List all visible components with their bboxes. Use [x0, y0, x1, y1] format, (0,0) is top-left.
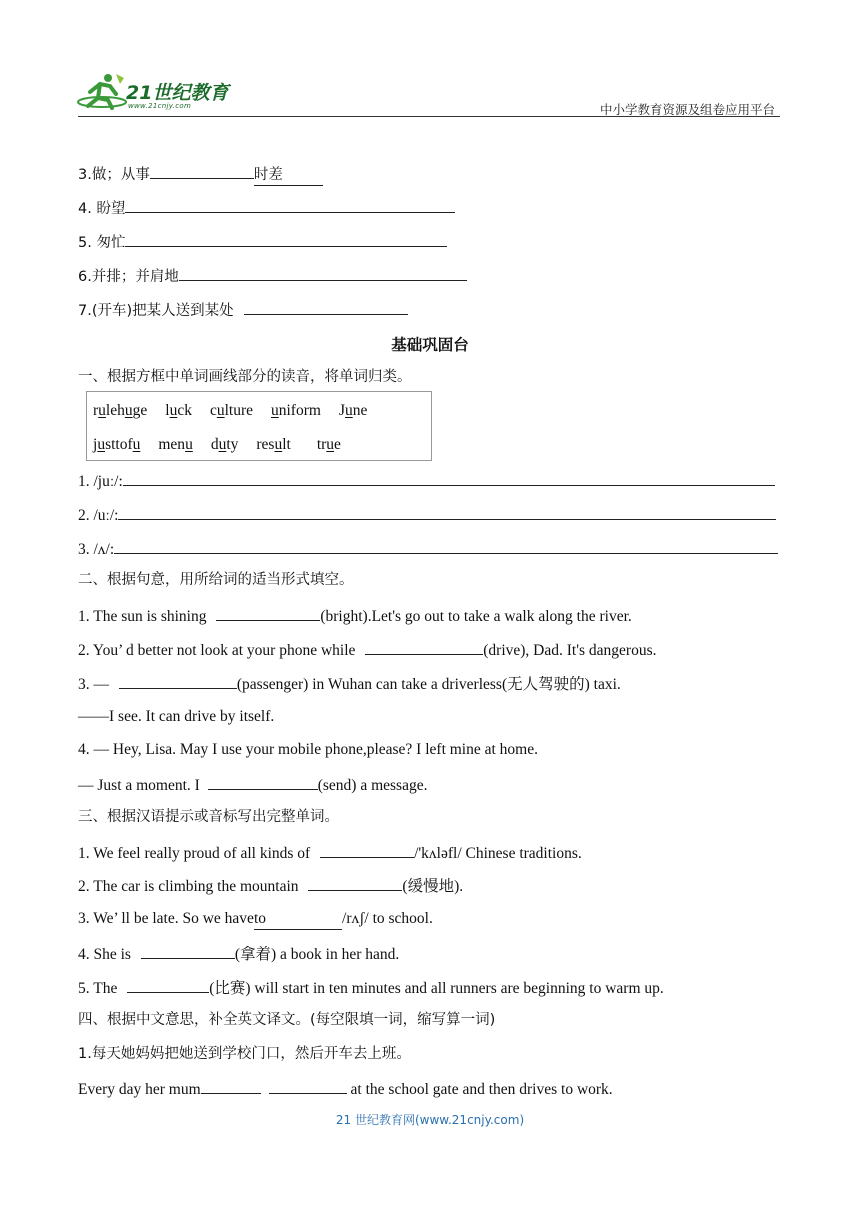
part3-q4: 4. She is (拿着) a book in her hand. [78, 943, 399, 965]
section-title: 基础巩固台 [391, 336, 469, 354]
word-box-row-2 [93, 436, 341, 454]
part1-q2: 2. /uː/: [78, 504, 776, 526]
answer-blank[interactable] [269, 1078, 347, 1094]
answer-blank[interactable] [141, 943, 235, 959]
answer-blank[interactable] [118, 504, 776, 520]
underlined-letter: u [344, 402, 353, 419]
word-box-word: culture [209, 402, 253, 419]
answer-blank[interactable] [125, 231, 447, 247]
underlined-letter: u [185, 436, 193, 453]
logo-text: 21世纪教育 [126, 82, 229, 104]
part2-q3-response: ——I see. It can drive by itself. [78, 708, 275, 725]
answer-blank[interactable] [244, 299, 408, 315]
part3-instruction: 三、根据汉语提示或音标写出完整单词。 [78, 809, 339, 825]
word-box-word: luck [165, 402, 192, 419]
part3-q2: 2. The car is climbing the mountain (缓慢地). [78, 875, 463, 897]
word-box-word: uniform [271, 402, 321, 419]
word-box-word: result [256, 436, 291, 453]
part2-q2: 2. You’ d better not look at your phone while (drive), Dad. It's dangerous. [78, 639, 657, 661]
part2-q4-response: — Just a moment. I (send) a message. [78, 774, 427, 796]
part3-q3: 3. We’ ll be late. So we haveto /rʌʃ/ to school. [78, 909, 433, 930]
word-box [86, 391, 432, 461]
word-box-word: duty [210, 436, 239, 453]
underlined-letter: u [124, 402, 133, 419]
word-box-word: just [93, 436, 116, 453]
underlined-letter: u [216, 402, 225, 419]
answer-blank[interactable] [150, 163, 254, 179]
vocab-item-4: 4. 盼望 [78, 197, 455, 219]
part1-instruction: 一、根据方框中单词画线部分的读音，将单词归类。 [78, 369, 412, 385]
answer-blank[interactable] [125, 197, 455, 213]
answer-blank[interactable] [201, 1078, 261, 1094]
underlined-letter: u [271, 402, 279, 419]
vocab-item-6: 6.并排；并肩地 [78, 265, 467, 287]
word-box-word: June [338, 402, 368, 419]
part1-q3: 3. /ʌ/: [78, 538, 778, 560]
part3-q5: 5. The (比赛) will start in ten minutes and all runners are beginning to warm up. [78, 977, 664, 999]
part1-q1: 1. /juː/: [78, 470, 775, 492]
word-box-word: true [316, 436, 341, 453]
underlined-letter: u [97, 436, 106, 453]
answer-blank[interactable] [127, 977, 209, 993]
answer-blank[interactable] [179, 265, 467, 281]
page-footer: 21 世纪教育网(www.21cnjy.com) [335, 1113, 525, 1127]
header-divider [78, 116, 780, 117]
vocab-item-7: 7.(开车)把某人送到某处 [78, 299, 408, 321]
word-box-word: menu [158, 436, 193, 453]
underlined-letter: u [132, 436, 141, 453]
part4-q1-english: Every day her mum at the school gate and then drives to work. [78, 1078, 613, 1100]
vocab-item-5: 5. 匆忙 [78, 231, 447, 253]
answer-blank[interactable] [216, 605, 320, 621]
answer-blank[interactable] [123, 470, 775, 486]
word-box-word: huge [117, 402, 148, 419]
answer-blank[interactable] [208, 774, 318, 790]
logo-url: www.21cnjy.com [128, 102, 192, 110]
part2-q3: 3. — (passenger) in Wuhan can take a driverless(无人驾驶的) taxi. [78, 673, 621, 695]
part4-q1-chinese: 1.每天她妈妈把她送到学校门口，然后开车去上班。 [78, 1046, 411, 1062]
answer-blank-with-label[interactable]: 时差 [254, 165, 323, 186]
site-logo [76, 70, 246, 116]
part2-q4: 4. — Hey, Lisa. May I use your mobile phone,please? I left mine at home. [78, 741, 538, 758]
vocab-item-3: 3.做；从事 时差 [78, 163, 323, 186]
underlined-letter: u [98, 402, 106, 419]
answer-blank[interactable] [114, 538, 778, 554]
answer-blank[interactable] [320, 842, 414, 858]
answer-blank[interactable] [365, 639, 483, 655]
platform-label: 中小学教育资源及组卷应用平台 [599, 102, 775, 117]
answer-blank[interactable] [119, 673, 237, 689]
part2-q1: 1. The sun is shining (bright).Let's go out to take a walk along the river. [78, 605, 632, 627]
answer-blank[interactable] [308, 875, 402, 891]
word-box-word: tofu [115, 436, 141, 453]
part2-instruction: 二、根据句意，用所给词的适当形式填空。 [78, 572, 354, 588]
answer-blank-with-label[interactable]: to [254, 909, 342, 930]
underlined-letter: u [326, 436, 335, 453]
underlined-letter: u [169, 402, 178, 419]
part3-q1: 1. We feel really proud of all kinds of /'kʌləfl/ Chinese traditions. [78, 842, 582, 864]
word-box-row-1 [93, 402, 367, 420]
word-box-word: rule [93, 402, 118, 419]
part4-instruction: 四、根据中文意思，补全英文译文。(每空限填一词，缩写算一词) [78, 1012, 496, 1028]
underlined-letter: u [218, 436, 227, 453]
underlined-letter: u [274, 436, 283, 453]
